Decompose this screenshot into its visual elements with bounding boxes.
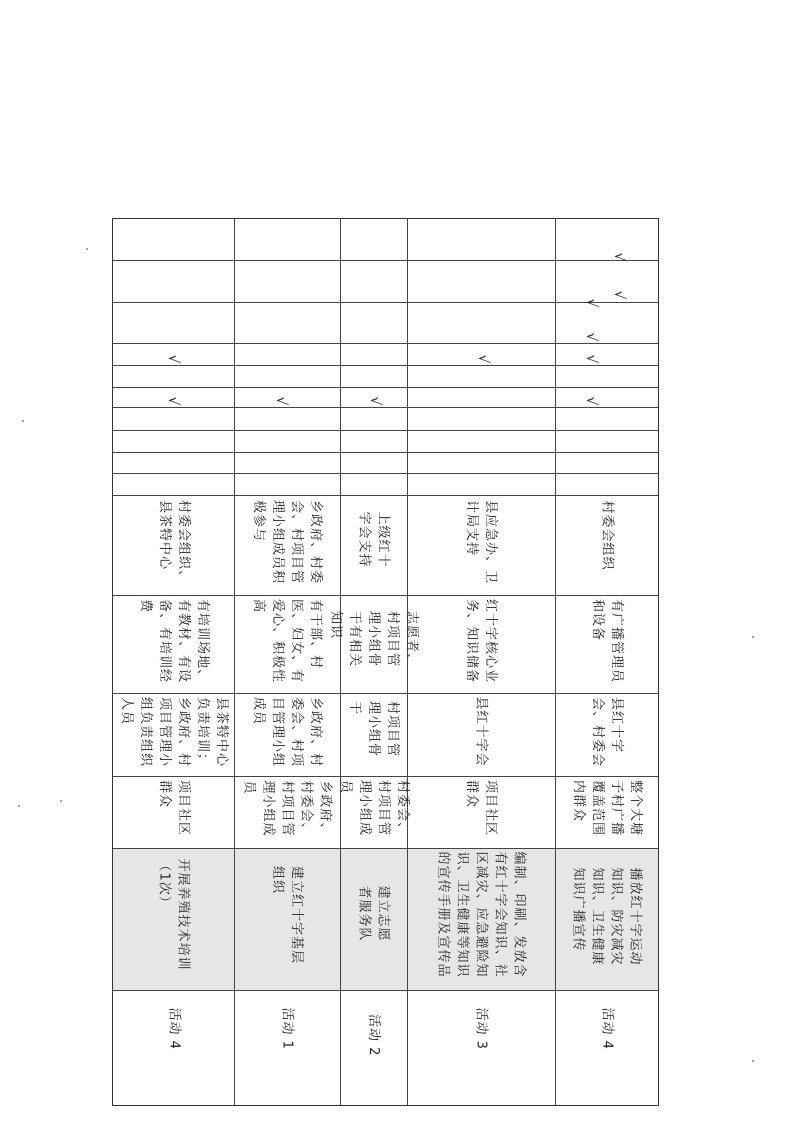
activity-content: 开展养殖技术培训（1次） [156, 858, 191, 971]
divider [113, 430, 658, 431]
target-group: 项目社区群众 [156, 780, 191, 837]
check-mark: √ [165, 354, 181, 364]
check-mark: √ [165, 396, 181, 406]
check-mark: √ [611, 290, 627, 300]
check-mark: √ [583, 396, 599, 406]
responsible-party: 县茶特中心负责培训；乡政府、村项目管理小组负责组织人员 [118, 696, 229, 767]
support-cell [407, 495, 555, 595]
support-cell [234, 495, 340, 595]
scan-speck [86, 248, 88, 250]
target-group: 项目社区群众 [464, 780, 498, 837]
responsible-party-cell [234, 693, 340, 776]
target-group-cell [555, 776, 658, 848]
divider [113, 387, 658, 388]
scan-speck [18, 805, 20, 807]
conditions: 有广播管理员和设备 [589, 599, 624, 684]
responsible-party: 乡政府、村委会、村项目管理小组成员 [251, 696, 323, 767]
conditions-cell [113, 595, 234, 693]
target-group: 整个大塘子村广播覆盖范围内群众 [570, 780, 643, 837]
target-group-cell [234, 776, 340, 848]
support: 乡政府、村委会、村项目管理小组成员积极参与 [251, 500, 323, 585]
activity-name: 活动 3 [473, 1007, 489, 1050]
check-mark: √ [583, 354, 599, 364]
scan-speck [22, 420, 24, 422]
conditions: 志愿者、村项目管理小组骨干有相关知识 [328, 610, 419, 667]
support: 村委会组织、县茶特中心 [156, 500, 191, 585]
conditions-cell [234, 595, 340, 693]
activity-plan-table [112, 218, 659, 1106]
responsible-party: 县红十字会 [473, 696, 489, 767]
check-mark: √ [583, 298, 599, 308]
check-mark: √ [367, 396, 383, 406]
activity-name-cell [340, 990, 407, 1105]
target-group: 乡政府、村委会、村项目管理小组成员 [241, 780, 333, 837]
activity-content: 编制、印刷、发放含有红十字会知识、社区减灾、应急避险知识、卫生健康等知识的宣传手册及宣传品 [435, 851, 527, 978]
target-group-cell [337, 776, 410, 848]
responsible-party-cell [407, 693, 555, 776]
conditions: 有干部、村医、妇女、有爱心、积极性高 [251, 599, 323, 684]
conditions: 有培训场地、有教材、有设备、有培训经费 [137, 599, 210, 684]
activity-content: 播放红十字运动知识、防灾减灾知识、卫生健康知识广播宣传 [570, 867, 643, 966]
responsible-party-cell [340, 693, 407, 776]
activity-name: 活动 1 [279, 1007, 295, 1050]
support-cell [555, 495, 658, 595]
conditions-cell [407, 595, 555, 693]
conditions-cell [555, 595, 658, 693]
responsible-party: 村项目管理小组骨干 [347, 701, 400, 758]
activity-name-cell [407, 990, 555, 1105]
activity-name-cell [234, 990, 340, 1105]
check-mark: √ [583, 332, 599, 342]
target-group: 村委会、村项目管理小组成员 [337, 780, 410, 837]
activity-content: 建立红十字基层组织 [270, 866, 304, 965]
support: 村委会组织 [599, 500, 614, 571]
responsible-party-cell [113, 693, 234, 776]
activity-content-cell [234, 848, 340, 990]
check-mark: √ [611, 252, 627, 262]
divider [113, 452, 658, 453]
activity-name: 活动 2 [366, 1014, 381, 1057]
responsible-party-cell [555, 693, 658, 776]
divider [113, 365, 658, 366]
target-group-cell [113, 776, 234, 848]
responsible-party: 县红十字会、村委会 [589, 696, 624, 767]
divider [113, 260, 658, 261]
divider [113, 407, 658, 408]
scan-speck [752, 1060, 754, 1062]
activity-name: 活动 4 [166, 1007, 181, 1050]
check-mark: √ [273, 396, 289, 406]
activity-content: 建立志愿者服务队 [356, 885, 391, 942]
activity-content-cell [340, 848, 407, 990]
check-mark: √ [475, 354, 491, 364]
support: 县应急办、卫计局支持 [464, 500, 498, 585]
activity-content-cell [407, 848, 555, 990]
activity-name: 活动 4 [599, 1007, 614, 1050]
divider [113, 343, 658, 344]
activity-content-cell [113, 848, 234, 990]
support-cell [113, 495, 234, 595]
divider [113, 302, 658, 303]
support-cell [340, 495, 407, 595]
conditions-cell [328, 595, 419, 693]
target-group-cell [407, 776, 555, 848]
scan-speck [752, 636, 754, 638]
activity-content-cell [555, 848, 658, 990]
activity-name-cell [113, 990, 234, 1105]
activity-name-cell [555, 990, 658, 1105]
divider [113, 473, 658, 474]
scan-speck [60, 800, 62, 802]
support: 上级红十字会支持 [356, 511, 391, 568]
conditions: 红十字核心业务、知识储备 [464, 599, 498, 684]
